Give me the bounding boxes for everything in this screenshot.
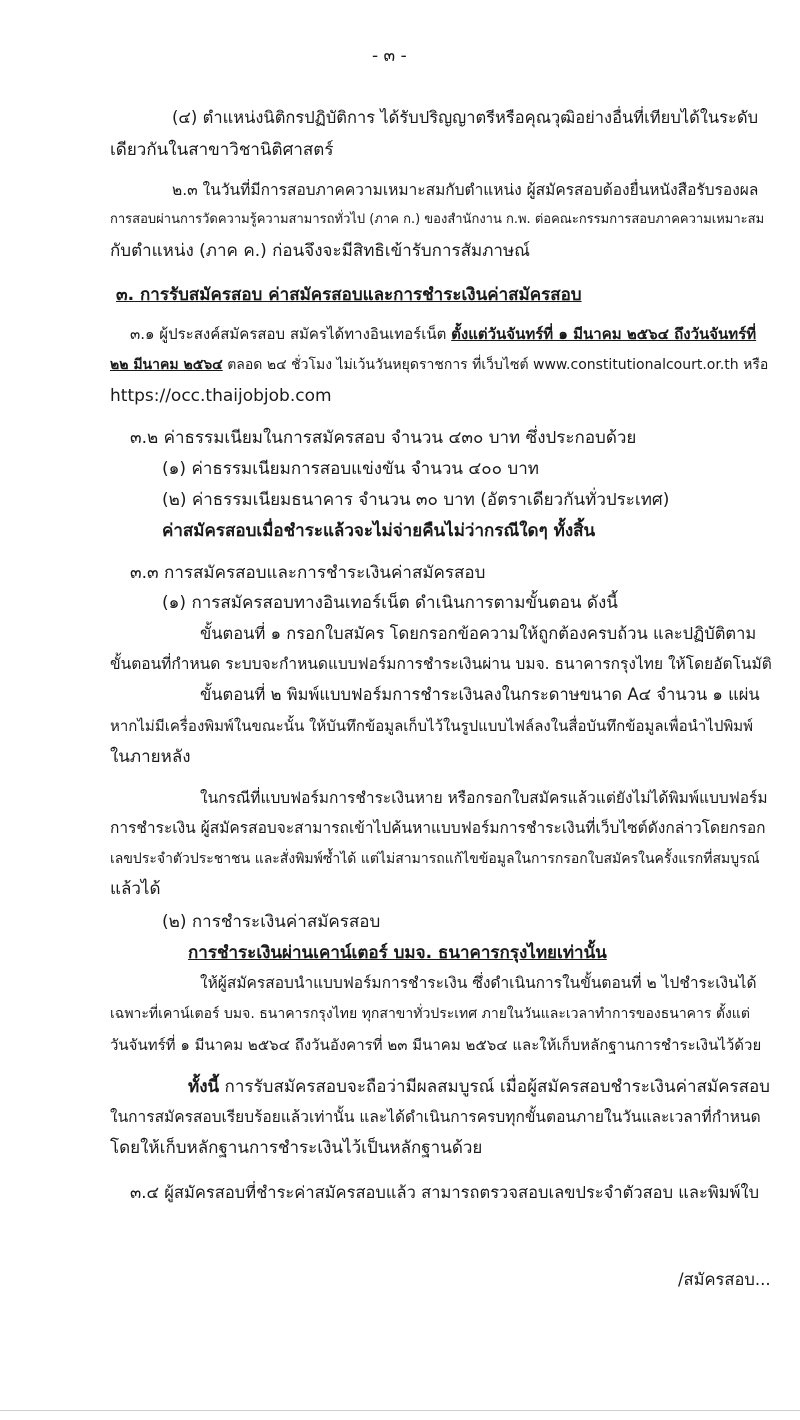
text-line: (๔) ตำแหน่งนิติกรปฏิบัติการ ได้รับปริญญาตรีหรือคุณวุฒิอย่างอื่นที่เทียบได้ในระดับ [172,108,759,127]
text-line: การชำระเงิน ผู้สมัครสอบจะสามารถเข้าไปค้นหาแบบฟอร์มการชำระเงินที่เว็บไซต์ดังกล่าวโดยกรอก [110,819,766,837]
text-line: ๒.๓ ในวันที่มีการสอบภาคความเหมาะสมกับตำแหน่ง ผู้สมัครสอบต้องยื่นหนังสือรับรองผล [172,181,759,199]
text-line: แล้วได้ [110,879,161,899]
text-line: ๓.๒ ค่าธรรมเนียมในการสมัครสอบ จำนวน ๔๓๐ บาท ซึ่งประกอบด้วย [130,428,637,448]
application-date-start: ตั้งแต่วันจันทร์ที่ ๑ มีนาคม ๒๕๖๔ ถึงวันจันทร์ที่ [451,325,757,343]
text-line [110,353,768,377]
text-line: เลขประจำตัวประชาชน และสั่งพิมพ์ซ้ำได้ แต่ไม่สามารถแก้ไขข้อมูลในการกรอกใบสมัครในครั้งแรกที่สมบูรณ์ [110,851,760,867]
text-line: ในกรณีที่แบบฟอร์มการชำระเงินหาย หรือกรอกใบสมัครแล้วแต่ยังไม่ได้พิมพ์แบบฟอร์ม [200,789,768,807]
continuation-marker: /สมัครสอบ... [678,1270,771,1289]
text-line: กับตำแหน่ง (ภาค ค.) ก่อนจึงจะมีสิทธิเข้ารับการสัมภาษณ์ [110,241,530,261]
text-span: ตลอด ๒๔ ชั่วโมง ไม่เว้นวันหยุดราชการ ที่เว็บไซต์ www.constitutionalcourt.or.th หรือ [227,357,769,373]
text-line: โดยให้เก็บหลักฐานการชำระเงินไว้เป็นหลักฐานด้วย [110,1138,483,1158]
no-refund-notice: ค่าสมัครสอบเมื่อชำระแล้วจะไม่จ่ายคืนไม่ว่ากรณีใดๆ ทั้งสิ้น [162,521,596,541]
text-line: (๑) การสมัครสอบทางอินเทอร์เน็ต ดำเนินการตามขั้นตอน ดังนี้ [162,593,618,613]
section-heading-text: ๓. การรับสมัครสอบ ค่าสมัครสอบและการชำระเงินค่าสมัครสอบ [116,285,582,305]
text-line: ให้ผู้สมัครสอบนำแบบฟอร์มการชำระเงิน ซึ่งดำเนินการในขั้นตอนที่ ๒ ไปชำระเงินได้ [200,974,757,992]
text-line: ขั้นตอนที่ ๒ พิมพ์แบบฟอร์มการชำระเงินลงในกระดาษขนาด A๔ จำนวน ๑ แผ่น [200,685,760,704]
scan-artifact-line [0,1410,800,1411]
text-line: ในภายหลัง [110,747,191,767]
text-line [130,322,756,346]
application-date-end: ๒๒ มีนาคม ๒๕๖๔ [110,357,223,373]
text-line: ๓.๔ ผู้สมัครสอบที่ชำระค่าสมัครสอบแล้ว สามารถตรวจสอบเลขประจำตัวสอบ และพิมพ์ใบ [130,1183,760,1202]
text-line: เดียวกันในสาขาวิชานิติศาสตร์ [110,140,334,160]
section-heading-3 [116,283,582,307]
text-span: ๓.๑ ผู้ประสงค์สมัครสอบ สมัครได้ทางอินเทอร์เน็ต [130,325,447,343]
text-line: ๓.๓ การสมัครสอบและการชำระเงินค่าสมัครสอบ [130,563,486,583]
text-span: การรับสมัครสอบจะถือว่ามีผลสมบูรณ์ เมื่อผู้สมัครสอบชำระเงินค่าสมัครสอบ [224,1077,770,1097]
text-line: ในการสมัครสอบเรียบร้อยแล้วเท่านั้น และได้ดำเนินการครบทุกขั้นตอนภายในวันและเวลาที่กำหนด [110,1108,761,1126]
text-line: (๑) ค่าธรรมเนียมการสอบแข่งขัน จำนวน ๔๐๐ บาท [162,459,539,479]
text-line [188,1075,770,1099]
payment-method-heading: การชำระเงินผ่านเคาน์เตอร์ บมจ. ธนาคารกรุงไทยเท่านั้น [188,943,607,963]
text-line: (๒) การชำระเงินค่าสมัครสอบ [162,912,381,932]
website-link[interactable]: https://occ.thaijobjob.com [110,386,332,406]
text-line: การสอบผ่านการวัดความรู้ความสามารถทั่วไป (ภาค ก.) ของสำนักงาน ก.พ. ต่อคณะกรรมการสอบภาคความเหมาะสม [110,212,765,227]
text-line: ขั้นตอนที่ ๑ กรอกใบสมัคร โดยกรอกข้อความให้ถูกต้องครบถ้วน และปฏิบัติตาม [200,624,757,643]
text-span-bold: ทั้งนี้ [188,1077,220,1097]
text-line: เฉพาะที่เคาน์เตอร์ บมจ. ธนาคารกรุงไทย ทุกสาขาทั่วประเทศ ภายในวันและเวลาทำการของธนาคาร ตั้งแต่ [110,1006,750,1022]
text-line: (๒) ค่าธรรมเนียมธนาคาร จำนวน ๓๐ บาท (อัตราเดียวกันทั่วประเทศ) [162,490,670,510]
text-line: หากไม่มีเครื่องพิมพ์ในขณะนั้น ให้บันทึกข้อมูลเก็บไว้ในรูปแบบไฟล์ลงในสื่อบันทึกข้อมูลเพื่อนำไปพิมพ์ [110,717,754,735]
page-number: - ๓ - [372,46,407,66]
text-line: ขั้นตอนที่กำหนด ระบบจะกำหนดแบบฟอร์มการชำระเงินผ่าน บมจ. ธนาคารกรุงไทย ให้โดยอัตโนมัติ [110,655,772,673]
text-line: วันจันทร์ที่ ๑ มีนาคม ๒๕๖๔ ถึงวันอังคารที่ ๒๓ มีนาคม ๒๕๖๔ และให้เก็บหลักฐานการชำระเงินไว้ด้วย [110,1036,762,1054]
